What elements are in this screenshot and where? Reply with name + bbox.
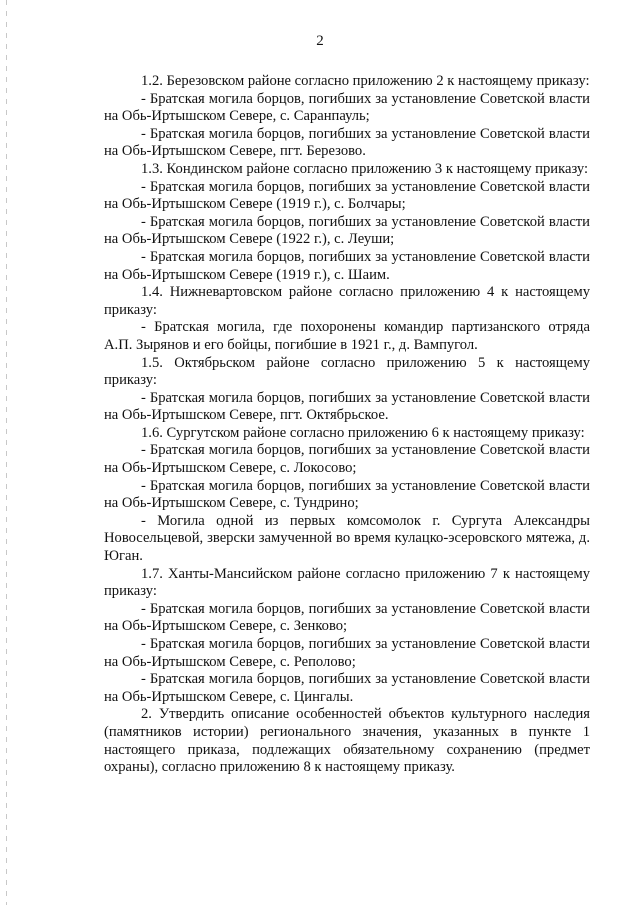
list-item: - Могила одной из первых комсомолок г. Сургута Александры Новосельцевой, зверски замученной во время кулацко-эсеровского мятежа, д. Юган. [104, 512, 590, 565]
list-item: - Братская могила борцов, погибших за установление Советской власти на Обь-Иртышском Севере (1922 г.), с. Леуши; [104, 213, 590, 248]
list-item: - Братская могила борцов, погибших за установление Советской власти на Обь-Иртышском Севере, с. Цингалы. [104, 671, 590, 705]
section-heading-1-3: 1.3. Кондинском районе согласно приложению 3 к настоящему приказу: [141, 160, 589, 177]
list-item: - Братская могила борцов, погибших за установление Советской власти на Обь-Иртышском Севере, с. Реполово; [104, 636, 590, 670]
list-item: - Братская могила, где похоронены командир партизанского отряда А.П. Зырянов и его бойцы, погибшие в 1921 г., д. Вампугол. [104, 319, 590, 353]
section-heading-1-5: 1.5. Октябрьском районе согласно приложению 5 к настоящему приказу: [104, 354, 590, 389]
list-item: - Братская могила борцов, погибших за установление Советской власти на Обь-Иртышском Севере, с. Саранпауль; [104, 90, 590, 125]
list-item: - Братская могила борцов, погибших за установление Советской власти на Обь-Иртышском Севере, с. Локосово; [104, 442, 590, 477]
page-number: 2 [316, 33, 324, 49]
list-item: - Братская могила борцов, погибших за установление Советской власти на Обь-Иртышском Севере, пгт. Октябрьское. [104, 389, 590, 424]
section-paragraph-2: 2. Утвердить описание особенностей объектов культурного наследия (памятников истории) регионального значения, указанных в пункте 1 настоящего приказа, подлежащих обязательному сохранению (предмет охраны), согласно приложению 8 к настоящему приказу. [104, 706, 590, 776]
list-item: - Братская могила борцов, погибших за установление Советской власти на Обь-Иртышском Севере, с. Зенково; [104, 600, 590, 635]
section-heading-1-6: 1.6. Сургутском районе согласно приложению 6 к настоящему приказу: [141, 424, 585, 441]
list-item: - Братская могила борцов, погибших за установление Советской власти на Обь-Иртышском Севере (1919 г.), с. Болчары; [104, 178, 590, 213]
list-item: - Братская могила борцов, погибших за установление Советской власти на Обь-Иртышском Севере (1919 г.), с. Шаим. [104, 248, 590, 283]
section-heading-1-4: 1.4. Нижневартовском районе согласно приложению 4 к настоящему приказу: [104, 284, 590, 318]
list-item: - Братская могила борцов, погибших за установление Советской власти на Обь-Иртышском Севере, пгт. Березово. [104, 125, 590, 160]
section-heading-1-7: 1.7. Ханты-Мансийском районе согласно приложению 7 к настоящему приказу: [104, 565, 590, 600]
document-body [104, 73, 590, 777]
scan-edge-artifact [6, 0, 7, 905]
section-heading-1-2: 1.2. Березовском районе согласно приложению 2 к настоящему приказу: [141, 73, 590, 89]
list-item: - Братская могила борцов, погибших за установление Советской власти на Обь-Иртышском Севере, с. Тундрино; [104, 477, 590, 512]
